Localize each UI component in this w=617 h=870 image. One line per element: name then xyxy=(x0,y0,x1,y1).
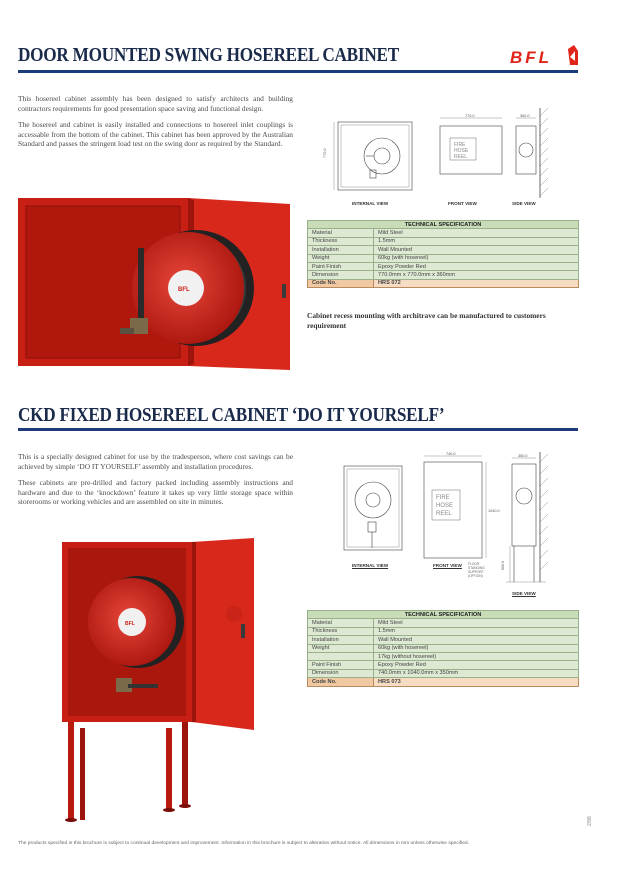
internal-view-label: INTERNAL VIEW xyxy=(352,563,389,568)
spec-row xyxy=(308,619,579,627)
logo-text: BFL xyxy=(510,48,553,67)
side-view-drawing xyxy=(506,452,548,582)
spec-row xyxy=(308,237,579,245)
spec-label: Dimension xyxy=(308,271,374,279)
spec-value: 740.0mm x 1040.0mm x 350mm xyxy=(374,669,579,677)
spec-row xyxy=(308,652,579,660)
spec-row xyxy=(308,271,579,279)
section2-paragraph: These cabinets are pre-drilled and factory packed including assembly instructions and hardware and due to the ‘knockdown’ feature it takes up very little storage space within storerooms or working vehicles and are assembled on site in minutes. xyxy=(18,478,293,507)
door-text-line: FIRE xyxy=(436,495,450,501)
section2-cabinet-photo xyxy=(58,538,258,828)
spec-value: Wall Mounted xyxy=(374,246,579,254)
door-text-line: REEL xyxy=(454,154,468,160)
door-text-line: HOSE xyxy=(436,503,454,509)
section1-paragraph: This hosereel cabinet assembly has been designed to satisfy architects and building contractors requirements for good presentation space saving and functional design. xyxy=(18,94,293,113)
side-view-drawing xyxy=(516,108,548,198)
section2-paragraph: This is a specially designed cabinet for use by the tradesperson, where cost savings can be achieved by simple ‘DO IT YOURSELF’ assembly and installation procedures. xyxy=(18,452,293,471)
page-code: 2/98 xyxy=(587,816,593,826)
spec-label: Paint Finish xyxy=(308,262,374,270)
code-value: HRS 072 xyxy=(374,279,579,287)
front-view-width: 770.0 xyxy=(465,114,475,118)
side-view-depth: 360.0 xyxy=(520,114,530,118)
spec-row xyxy=(308,669,579,677)
section1-title: DOOR MOUNTED SWING HOSEREEL CABINET xyxy=(18,44,399,66)
spec-label: Thickness xyxy=(308,627,374,635)
front-view-drawing xyxy=(440,118,502,174)
brand-logo xyxy=(508,45,578,67)
code-label: Code No. xyxy=(308,678,374,686)
footer-disclaimer: The products specified in this brochure is subject to continual development and improvement. Information in this brochure is subject to alteration without notice. All dimensions in mm unless otherwise specified. xyxy=(18,841,469,846)
spec-row xyxy=(308,636,579,644)
spec-row xyxy=(308,644,579,652)
section2-spec-table xyxy=(307,610,579,687)
spec-value: 60kg (with hosereel) xyxy=(374,254,579,262)
leg-note-label: FLOOR STANDING SUPPORT (OPTION) xyxy=(468,562,485,578)
internal-view-label: INTERNAL VIEW xyxy=(352,201,389,206)
spec-value: Mild Steel xyxy=(374,619,579,627)
section1-paragraph: The hosereel and cabinet is easily installed and connections to hosereel inlet couplings is accessable from the bottom of the cabinet. This cabinet has been approved by the Australian Standard and passes the stringent load test on the swing door as required by the Standard. xyxy=(18,120,293,149)
door-text-line: REEL xyxy=(436,511,452,517)
front-view-label: FRONT VIEW xyxy=(448,201,477,206)
spec-row xyxy=(308,627,579,635)
section1-description xyxy=(18,94,293,156)
door-text-line: HOSE xyxy=(454,148,469,154)
spec-label: Material xyxy=(308,229,374,237)
spec-value: 1.5mm xyxy=(374,627,579,635)
spec-value: 1.5mm xyxy=(374,237,579,245)
spec-label: Dimension xyxy=(308,669,374,677)
svg-text:BFL: BFL xyxy=(178,287,190,293)
spec-header: TECHNICAL SPECIFICATION xyxy=(308,611,579,619)
side-view-label: SIDE VIEW xyxy=(512,201,536,206)
spec-label: Weight xyxy=(308,644,374,652)
section2-description xyxy=(18,452,293,514)
spec-label: Installation xyxy=(308,636,374,644)
spec-value: Wall Mounted xyxy=(374,636,579,644)
section2-rule xyxy=(18,428,578,431)
spec-value: 60kg (with hosereel) xyxy=(374,644,579,652)
section1-cabinet-photo xyxy=(18,188,300,378)
spec-value: Epoxy Powder Red xyxy=(374,262,579,270)
spec-row xyxy=(308,246,579,254)
spec-value: Mild Steel xyxy=(374,229,579,237)
front-view-height: 1040.0 xyxy=(488,509,500,513)
section1-rule xyxy=(18,70,578,73)
spec-value: 770.0mm x 770.0mm x 360mm xyxy=(374,271,579,279)
door-text-line: FIRE xyxy=(454,142,466,148)
section1-technical-drawings xyxy=(323,108,582,212)
spec-row xyxy=(308,262,579,270)
front-view-drawing xyxy=(424,456,486,558)
spec-row xyxy=(308,254,579,262)
spec-header: TECHNICAL SPECIFICATION xyxy=(308,221,579,229)
front-view-width: 740.0 xyxy=(446,452,456,456)
spec-label xyxy=(308,652,374,660)
spec-label: Weight xyxy=(308,254,374,262)
spec-row xyxy=(308,229,579,237)
spec-label: Paint Finish xyxy=(308,661,374,669)
spec-row xyxy=(308,661,579,669)
svg-text:BFL: BFL xyxy=(125,621,135,627)
side-view-leg-height: 600.0 xyxy=(501,561,505,570)
section1-spec-table xyxy=(307,220,579,288)
front-view-label: FRONT VIEW xyxy=(433,563,462,568)
section2-title: CKD FIXED HOSEREEL CABINET ‘DO IT YOURSELF’ xyxy=(18,404,445,426)
code-row xyxy=(308,678,579,686)
code-row xyxy=(308,279,579,287)
side-view-label: SIDE VIEW xyxy=(512,591,536,596)
spec-label: Thickness xyxy=(308,237,374,245)
internal-view-drawing xyxy=(344,466,402,550)
internal-view-drawing xyxy=(334,122,412,190)
section2-technical-drawings xyxy=(336,452,584,602)
spec-value: 17kg (without hosereel) xyxy=(374,652,579,660)
spec-value: Epoxy Powder Red xyxy=(374,661,579,669)
spec-label: Material xyxy=(308,619,374,627)
code-value: HRS 073 xyxy=(374,678,579,686)
internal-view-height: 770.0 xyxy=(323,148,327,158)
side-view-depth: 350.0 xyxy=(518,454,528,458)
section1-note: Cabinet recess mounting with architrave can be manufactured to customers requirement xyxy=(307,311,546,330)
spec-label: Installation xyxy=(308,246,374,254)
code-label: Code No. xyxy=(308,279,374,287)
